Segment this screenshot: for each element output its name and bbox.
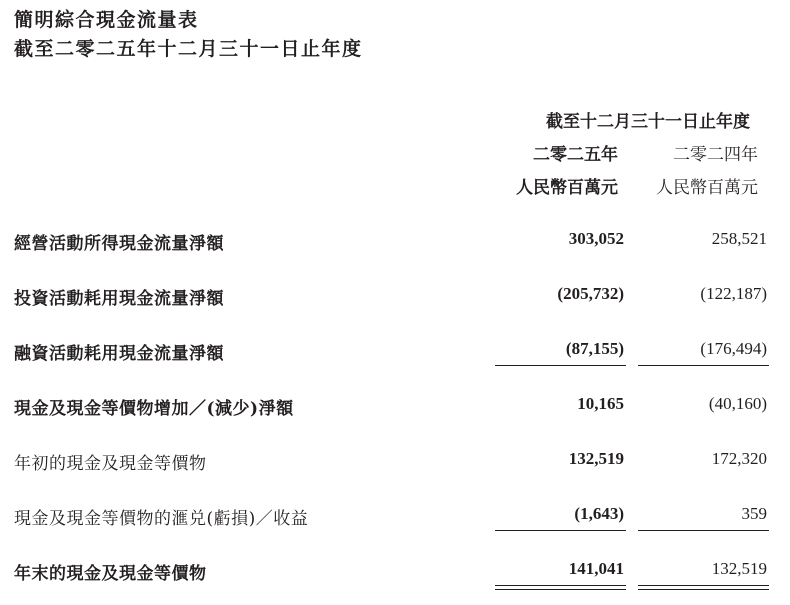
row-investing-cash-flow xyxy=(0,284,790,314)
value-2025: 132,519 xyxy=(568,449,624,468)
column-unit-2025: 人民幣百萬元 xyxy=(516,178,618,198)
column-year-2025: 二零二五年 xyxy=(533,145,618,165)
value-2024: 132,519 xyxy=(711,559,767,578)
row-label: 經營活動所得現金流量淨額 xyxy=(14,234,224,254)
total-double-rule-2024-top xyxy=(638,585,769,586)
value-2024: (176,494) xyxy=(700,339,767,358)
subtotal-rule-2024 xyxy=(638,365,769,366)
row-label: 年末的現金及現金等價物 xyxy=(14,564,207,584)
row-label: 融資活動耗用現金流量淨額 xyxy=(14,344,224,364)
total-double-rule-2025-top xyxy=(495,585,626,586)
row-label: 年初的現金及現金等價物 xyxy=(14,454,207,474)
value-2025: 303,052 xyxy=(568,229,624,248)
value-2025: (205,732) xyxy=(557,284,624,303)
subtotal-rule-2025 xyxy=(495,530,626,531)
value-2024: (122,187) xyxy=(700,284,767,303)
total-double-rule-2024-bottom xyxy=(638,589,769,590)
value-2025: 141,041 xyxy=(568,559,624,578)
row-net-change-in-cash xyxy=(0,394,790,424)
row-label: 現金及現金等價物的滙兑(虧損)／收益 xyxy=(14,509,309,529)
value-2024: 172,320 xyxy=(711,449,767,468)
value-2024: (40,160) xyxy=(708,394,767,413)
statement-subtitle: 截至二零二五年十二月三十一日止年度 xyxy=(14,38,363,60)
value-2025: 10,165 xyxy=(577,394,624,413)
column-period-header: 截至十二月三十一日止年度 xyxy=(546,112,750,132)
statement-title: 簡明綜合現金流量表 xyxy=(14,9,199,31)
value-2024: 359 xyxy=(741,504,767,523)
row-label: 現金及現金等價物增加／(減少)淨額 xyxy=(14,399,294,419)
total-double-rule-2025-bottom xyxy=(495,589,626,590)
row-operating-cash-flow xyxy=(0,229,790,259)
row-label: 投資活動耗用現金流量淨額 xyxy=(14,289,224,309)
value-2024: 258,521 xyxy=(711,229,767,248)
subtotal-rule-2025 xyxy=(495,365,626,366)
column-year-2024: 二零二四年 xyxy=(673,145,758,165)
subtotal-rule-2024 xyxy=(638,530,769,531)
row-opening-cash xyxy=(0,449,790,479)
column-unit-2024: 人民幣百萬元 xyxy=(656,178,758,198)
value-2025: (1,643) xyxy=(574,504,624,523)
value-2025: (87,155) xyxy=(565,339,624,358)
